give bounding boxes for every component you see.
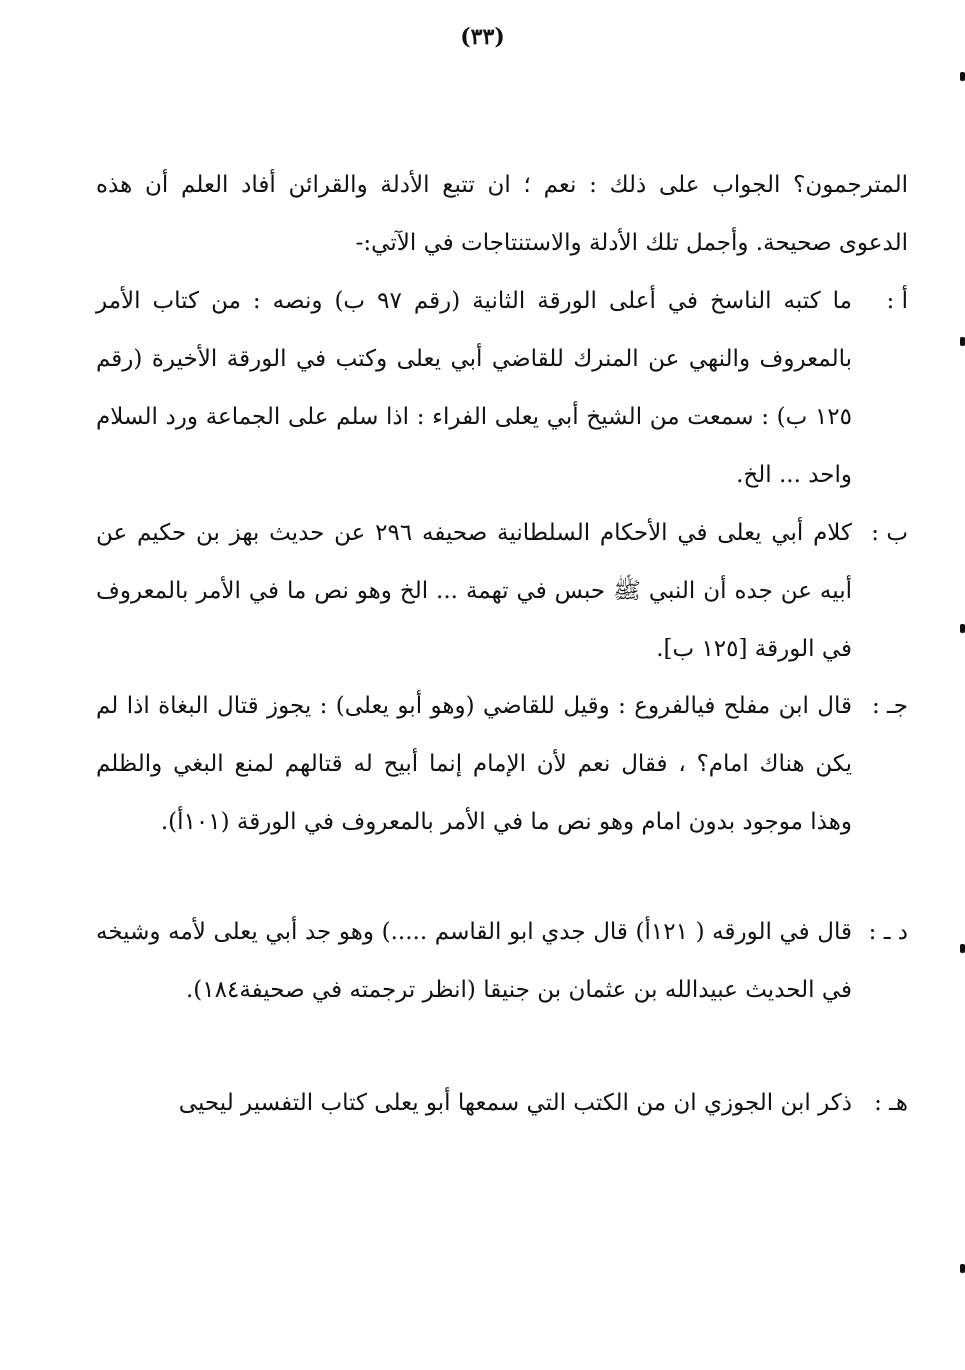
- item-marker: هـ :: [874, 1090, 908, 1116]
- item-marker: أ :: [886, 288, 908, 314]
- item-text: قال في الورقه ( ١٢١أ) قال جدي ابو القاسم .....) وهو جد أبي يعلى لأمه وشيخه في الحديث عبيدالله بن عثمان بن جنيقا (انظر ترجمته في صحيفة١٨٤).: [96, 919, 853, 1003]
- list-item-jim: [96, 677, 908, 851]
- list-item-alif: [96, 272, 908, 504]
- page-number: (٣٣): [460, 24, 505, 50]
- item-text: كلام أبي يعلى في الأحكام السلطانية صحيفه ٢٩٦ عن حديث بهز بن حكيم عن أبيه عن جده أن النبي ﷺ حبس في تهمة ... الخ وهو نص ما في الأمر بالمعروف في الورقة [١٢٥ ب].: [96, 520, 852, 662]
- list-item-dal: [96, 903, 908, 1019]
- intro-paragraph: المترجمون؟ الجواب على ذلك : نعم ؛ ان تتبع الأدلة والقرائن أفاد العلم أن هذه الدعوى صحيحة. وأجمل تلك الأدلة والاستنتاجات في الآتي:-: [96, 172, 908, 256]
- list-item-ba: [96, 504, 908, 678]
- list-item-ha: [96, 1074, 908, 1132]
- item-text: ما كتبه الناسخ في أعلى الورقة الثانية (رقم ٩٧ ب) ونصه : من كتاب الأمر بالمعروف والنهي عن المنرك للقاضي أبي يعلى وكتب في الورقة الأخيرة (رقم ١٢٥ ب) : سمعت من الشيخ أبي يعلى الفراء : اذا سلم على الجماعة ورد السلام واحد ... الخ.: [96, 288, 852, 488]
- margin-mark: [960, 1264, 965, 1273]
- margin-mark: [960, 72, 965, 81]
- margin-mark: [960, 944, 965, 953]
- item-text: قال ابن مفلح فيالفروع : وقيل للقاضي (وهو أبو يعلى) : يجوز قتال البغاة اذا لم يكن هناك امام؟ ، فقال نعم لأن الإمام إنما أبيح له قتالهم لمنع البغي والظلم وهذا موجود بدون امام وهو نص ما في الأمر بالمعروف في الورقة (١٠١أ).: [96, 693, 852, 835]
- item-marker: جـ :: [871, 693, 908, 719]
- margin-mark: [960, 624, 965, 633]
- item-marker: د ـ :: [868, 919, 908, 945]
- item-marker: ب :: [871, 520, 908, 546]
- margin-mark: [960, 337, 965, 346]
- item-text: ذكر ابن الجوزي ان من الكتب التي سمعها أبو يعلى كتاب التفسير ليحيى: [178, 1090, 852, 1116]
